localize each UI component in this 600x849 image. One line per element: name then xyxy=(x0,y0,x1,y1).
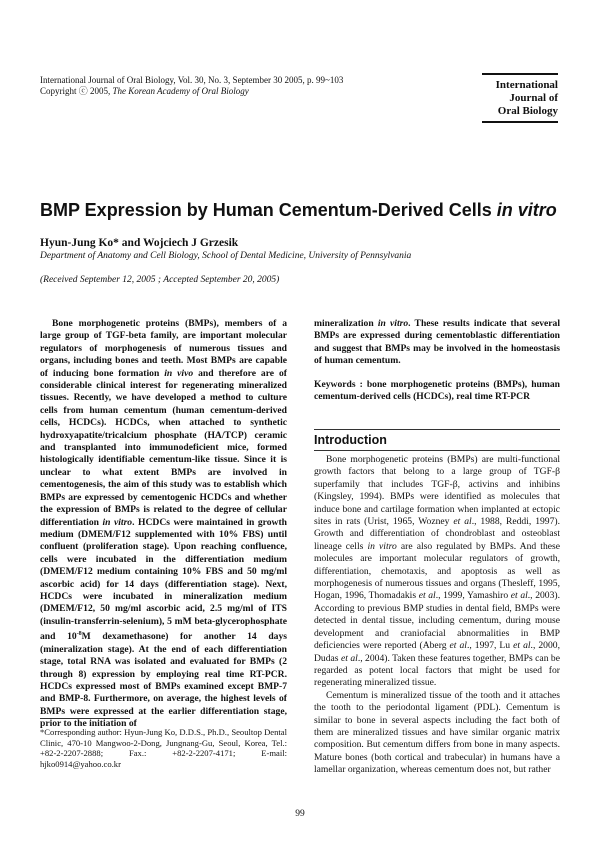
copyright-line: Copyright ⓒ 2005, The Korean Academy of Oral Biology xyxy=(40,86,249,96)
journal-name-box: International Journal of Oral Biology xyxy=(482,73,558,123)
corresponding-author-footnote: *Corresponding author: Hyun-Jung Ko, D.D.S., Ph.D., Seoultop Dental Clinic, 470-10 Mangwoo-2-Dong, Jungnang-Gu, Seoul, Korea, Tel.: +82-2-2207-2888; Fax.: +82-2-2207-4171; E-mail: hjko0914@yahoo.co.kr xyxy=(40,727,287,769)
intro-paragraph: Cementum is mineralized tissue of the tooth and it attaches the tooth to the periodontal ligament (PDL). Cementum is similar to bone in several aspects including the fact both of them are mineralized tissues and have similar organic matrix composition. But cementum differs from bone in many aspects. Mature bones (both cortical and trabecular) in humans have a lamellar organization, whereas cementum does not, but rather xyxy=(314,689,560,776)
intro-paragraph: Bone morphogenetic proteins (BMPs) are multi-functional growth factors that belong to a large group of TGF-β superfamily that includes TGF-β, activins and inhibins (Kingsley, 1994). BMPs were identified as molecules that induce bone and cartilage formation when implanted at ectopic sites in rats (Urist, 1965, Wozney et al., 1988, Reddi, 1997). Growth and differentiation of chondroblast and osteoblast lineage cells in vitro are also regulated by BMPs. And these molecules are important molecular regulators of growth, differentiation, chemotaxis, and apoptosis as well as morphogenesis of numerous tissues and organs (Thesleff, 1995, Hogan, 1996, Thomadakis et al., 1999, Yamashiro et al., 2003). According to previous BMP studies in dental field, BMPs were detected in dental tissue, including cementum, during mouse development and craniofacial abnormalities in BMP deficiencies were reported (Aberg et al., 1997, Lu et al., 2000, Dudas et al., 2004). Taken these features together, BMPs can be regarded as potent local factors that might be used for regenerating mineralized tissue. xyxy=(314,454,561,689)
copyright-symbol: ⓒ xyxy=(78,86,88,96)
author-list: Hyun-Jung Ko* and Wojciech J Grzesik xyxy=(40,237,239,249)
keywords: Keywords : bone morphogenetic proteins (BMPs), human cementum-derived cells (HCDCs), real time RT-PCR xyxy=(314,379,560,403)
received-accepted-dates: (Received September 12, 2005 ; Accepted September 20, 2005) xyxy=(40,275,280,285)
affiliation: Department of Anatomy and Cell Biology, School of Dental Medicine, University of Pennsylvania xyxy=(40,251,412,261)
copyright-holder: The Korean Academy of Oral Biology xyxy=(112,86,249,96)
abstract-continuation: mineralization in vitro. These results indicate that several BMPs are expressed during cementoblastic differentiation and suggest that BMPs may be involved in the homeostasis of human cementum. xyxy=(314,318,560,367)
page-number: 99 xyxy=(295,809,305,819)
article-title: BMP Expression by Human Cementum-Derived Cells in vitro xyxy=(40,200,557,220)
footnote-divider xyxy=(40,718,130,719)
journal-citation-header xyxy=(40,75,343,97)
abstract-text: Bone morphogenetic proteins (BMPs), members of a large group of TGF-beta family, are important molecular regulators of morphogenesis of numerous tissues and organs, including bones and teeth. Most BMPs are capable of inducing bone formation in vivo and therefore are of considerable clinical interest for regenerating mineralized tissues. Recently, we have developed a method to culture cells from human cementum (human cementum-derived cells, HCDCs). HCDCs, when attached to synthetic hydroxyapatite/tricalcium phosphate (HA/TCP) ceramic and transplanted into immunodeficient mice, formed histologically identifiable cementum-like tissue. Since it is unclear to what extent BMPs are involved in cementogenesis, the aim of this study was to establish which BMPs are expressed by cementogenic HCDCs and whether the expression of BMPs is related to the degree of cellular differentiation in vitro. HCDCs were maintained in growth medium (DMEM/F12 supplemented with 10% FBS) until confluent (proliferation stage). Upon reaching confluence, cells were incubated in the differentiation medium (DMEM/F12 medium containing 10% FBS and 50 mg/ml ascorbic acid) for 14 days (differentiation stage). Next, HCDCs were incubated in mineralization medium (DMEM/F12, 50 mg/ml ascorbic acid, 2.5 mg/ml of ITS (insulin-transferrin-selenium), 5 mM beta-glycerophosphate and $10^{-8}M$ dexamethasone) for another 14 days (mineralization stage). At the end of each differentiation stage, total RNA was isolated and evaluated for BMPs (2 through 8) expression by employing real time RT-PCR. HCDCs expressed most of BMPs examined except BMP-7 and BMP-8. Furthermore, on average, the highest levels of BMPs were expressed at the earlier differentiation stage, prior to the initiation of xyxy=(40,318,287,730)
section-heading-introduction: Introduction xyxy=(314,429,560,451)
introduction-body xyxy=(314,454,560,777)
citation-line: International Journal of Oral Biology, Vol. 30, No. 3, September 30 2005, p. 99~103 xyxy=(40,75,344,85)
